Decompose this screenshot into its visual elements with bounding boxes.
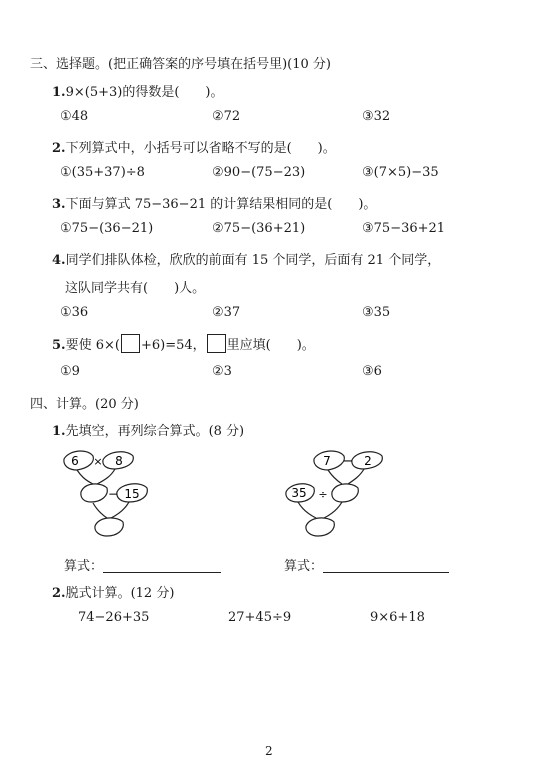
leaf-tree-right xyxy=(282,446,392,546)
question-number: 2. xyxy=(52,141,66,156)
question-title: 先填空，再列综合算式。(8 分) xyxy=(65,424,245,439)
option-c: ③75−36+21 xyxy=(362,221,446,236)
question-2 xyxy=(52,137,336,156)
question-number: 4. xyxy=(52,253,66,268)
blank-box[interactable] xyxy=(121,334,140,353)
question-number: 5. xyxy=(52,338,66,353)
option-a: ①48 xyxy=(60,109,89,124)
leaf-tree-left xyxy=(55,446,165,546)
question-1 xyxy=(52,81,223,100)
option-a: ①9 xyxy=(60,364,80,379)
question-stem-a: 要使 6×( xyxy=(65,338,120,353)
question-stem: 下列算式中，小括号可以省略不写的是( )。 xyxy=(65,141,336,156)
formula-left xyxy=(64,555,221,574)
question-5 xyxy=(52,334,315,353)
stem xyxy=(348,469,364,484)
left-tree-num-b: 8 xyxy=(115,454,123,468)
leaf-middle-result[interactable] xyxy=(81,484,107,502)
question-stem: 9×(5+3)的得数是( )。 xyxy=(65,85,224,100)
question-stem: 下面与算式 75−36−21 的计算结果相同的是( )。 xyxy=(65,197,377,212)
option-c: ③32 xyxy=(362,109,391,124)
calc-expression: 27+45÷9 xyxy=(228,610,292,625)
option-b: ②90−(75−23) xyxy=(212,165,306,180)
question-stem-c: 里应填( )。 xyxy=(226,338,315,353)
question-4 xyxy=(52,249,440,268)
formula-right xyxy=(284,555,449,574)
right-tree-num-b: 2 xyxy=(364,454,372,468)
option-b: ②37 xyxy=(212,305,241,320)
right-tree-op2: ÷ xyxy=(318,488,328,501)
leaf-middle-result[interactable] xyxy=(332,484,358,502)
formula-label: 算式： xyxy=(64,559,104,574)
option-c: ③35 xyxy=(362,305,391,320)
stem xyxy=(111,502,129,518)
left-tree-op1: × xyxy=(93,455,103,468)
question-stem-b: +6)=54， xyxy=(140,338,206,353)
option-c: ③(7×5)−35 xyxy=(362,165,439,180)
question-number: 3. xyxy=(52,197,66,212)
section-4-heading: 四、计算。(20 分) xyxy=(30,397,139,412)
calc-expression: 9×6+18 xyxy=(370,610,425,625)
formula-answer-line[interactable] xyxy=(103,558,221,573)
option-a: ①36 xyxy=(60,305,89,320)
stem xyxy=(324,502,342,518)
formula-answer-line[interactable] xyxy=(323,558,449,573)
stem xyxy=(328,470,342,484)
question-3 xyxy=(52,193,376,212)
stem xyxy=(97,469,115,484)
question-number: 2. xyxy=(52,586,66,601)
left-tree-op2: − xyxy=(107,487,119,501)
left-tree-num-c: 15 xyxy=(124,487,140,501)
calc-question-2 xyxy=(52,582,174,601)
formula-label: 算式： xyxy=(284,559,324,574)
stem xyxy=(77,470,93,484)
question-title: 脱式计算。(12 分) xyxy=(65,586,175,601)
question-number: 1. xyxy=(52,424,66,439)
left-tree-num-a: 6 xyxy=(71,454,79,468)
leaf-bottom-result[interactable] xyxy=(95,518,123,536)
blank-box[interactable] xyxy=(207,334,226,353)
section-3-heading: 三、选择题。(把正确答案的序号填在括号里)(10 分) xyxy=(30,57,331,72)
question-number: 1. xyxy=(52,85,66,100)
option-c: ③6 xyxy=(362,364,382,379)
right-tree-op1: − xyxy=(342,454,354,469)
calc-question-1 xyxy=(52,420,244,439)
option-a: ①75−(36−21) xyxy=(60,221,154,236)
option-b: ②75−(36+21) xyxy=(212,221,306,236)
stem xyxy=(298,502,316,518)
right-tree-num-c: 35 xyxy=(291,486,307,500)
option-b: ②3 xyxy=(212,364,232,379)
question-stem: 同学们排队体检，欣欣的前面有 15 个同学，后面有 21 个同学， xyxy=(65,253,441,268)
right-tree-num-a: 7 xyxy=(323,454,331,468)
leaf-bottom-result[interactable] xyxy=(306,518,334,536)
stem xyxy=(93,503,107,518)
page-number: 2 xyxy=(265,744,273,758)
calc-expression: 74−26+35 xyxy=(78,610,150,625)
question-4-continuation: 这队同学共有( )人。 xyxy=(65,281,206,296)
option-a: ①(35+37)÷8 xyxy=(60,165,145,180)
option-b: ②72 xyxy=(212,109,241,124)
